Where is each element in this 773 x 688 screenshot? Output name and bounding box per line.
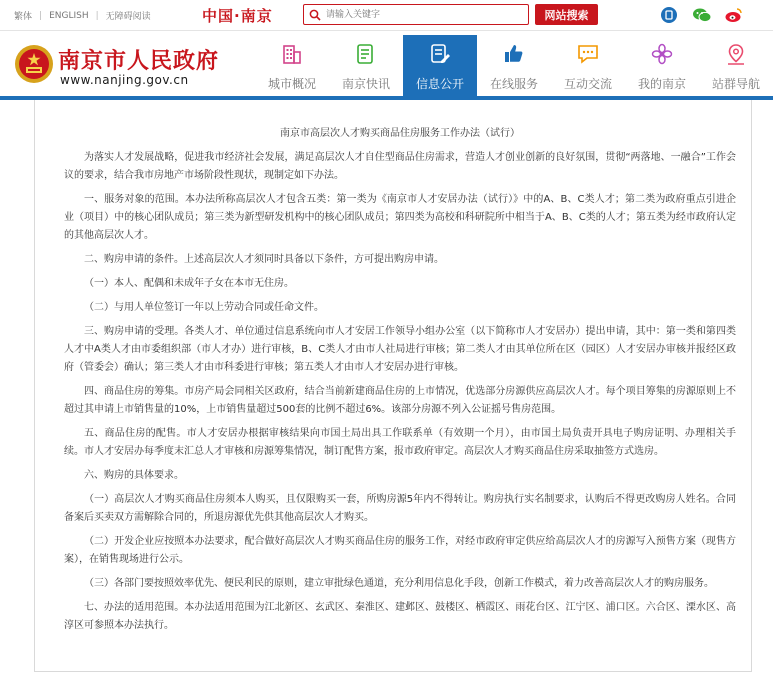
document-icon [428,42,452,66]
nav-label: 在线服务 [489,77,538,91]
building-icon [280,42,304,66]
nav-label: 互动交流 [563,77,612,91]
wechat-icon[interactable] [692,6,710,24]
article-paragraph: 五、商品住房的配售。市人才安居办根据审核结果向市国土局出具工作联系单（有效期一个月），由市国土局负责开具电子购房证明、办理相关手续。市人才安居办每季度末汇总人才审核和房源筹集情况，制订配售方案，报市政府审定。高层次人才购买商品住房采取抽签方式选房。 [64,428,736,457]
top-bar [0,0,773,31]
nav-nanjing-news[interactable] [329,35,403,97]
divider: | [95,10,99,21]
article-paragraph: 七、办法的适用范围。本办法适用范围为江北新区、玄武区、秦淮区、建邺区、鼓楼区、栖霞区、雨花台区、江宁区、浦口区。六合区、溧水区、高淳区可参照本办法执行。 [64,602,736,631]
nav-online-service[interactable] [477,35,551,97]
weibo-icon[interactable] [724,6,742,24]
article-paragraph: （一）本人、配偶和未成年子女在本市无住房。 [84,278,294,289]
thumbs-up-icon [502,42,526,66]
main-nav [255,35,773,97]
article-paragraph: 二、购房申请的条件。上述高层次人才须同时具备以下条件，方可提出购房申请。 [84,254,444,265]
search-icon [304,5,326,24]
nav-info-disclosure[interactable] [403,35,477,97]
nav-label: 我的南京 [637,77,686,91]
article-paragraph: （二）开发企业应按照本办法要求，配合做好高层次人才购买商品住房的服务工作，对经市政府审定供应给高层次人才的房源写入预售方案（现售方案），在销售现场进行公示。 [64,536,736,565]
article [34,125,752,641]
accessibility-link[interactable]: 无障碍阅读 [105,12,151,22]
nav-interaction[interactable] [551,35,625,97]
article-paragraph: 为落实人才发展战略，促进我市经济社会发展，满足高层次人才自住型商品住房需求，营造人才创业创新的良好氛围，贯彻“两落地、一融合”工作会议的要求，结合我市房地产市场阶段性现状，现制定如下办法。 [64,152,736,181]
national-emblem-icon [14,44,54,84]
nav-my-nanjing[interactable] [625,35,699,97]
search-box [303,4,529,25]
flower-icon [650,42,674,66]
nav-site-navigation[interactable] [699,35,773,97]
article-paragraph: 一、服务对象的范围。本办法所称高层次人才包含五类：第一类为《南京市人才安居办法（试行）》中的A、B、C类人才；第二类为政府重点引进企业（项目）中的核心团队成员；第三类为新型研发机构中的核心团队成员；第四类为高校和科研院所中相当于A、B、C类的人才；第五类为经市政府认定的其他高层次人才。 [64,194,736,241]
site-url: www.nanjing.gov.cn [60,73,189,87]
article-paragraph: 三、购房申请的受理。各类人才、单位通过信息系统向市人才安居工作领导小组办公室（以下简称市人才安居办）提出申请，其中：第一类和第四类人才中A类人才由市委组织部（市人才办）进行审核，B、C类人才由市人社局进行审核；第二类人才由其单位所在区（园区）人才安居办审核并报经区政府（管委会）确认；第三类人才由市科委进行审核；第五类人才由市人才安居办进行审核。 [64,326,736,373]
search-input[interactable] [326,6,522,23]
nav-label: 站群导航 [711,77,760,91]
nav-label: 南京快讯 [341,77,390,91]
traditional-chinese-link[interactable]: 繁体 [14,12,33,22]
site-search-button[interactable]: 网站搜索 [535,4,598,25]
article-paragraph: 四、商品住房的筹集。市房产局会同相关区政府，结合当前新建商品住房的上市情况，优选部分房源供应高层次人才。每个项目筹集的房源原则上不超过其申请上市销售量的10%，上市销售量超过500套的比例不超过6%。该部分房源不列入公证摇号售房范围。 [64,386,736,415]
news-icon [354,42,378,66]
china-nanjing-brand: 中国·南京 [202,7,273,25]
top-links [14,9,151,22]
divider: | [39,10,43,21]
nav-label: 城市概况 [267,77,316,91]
site-title: 南京市人民政府 [58,49,220,74]
chat-icon [576,42,600,66]
article-paragraph: 六、购房的具体要求。 [84,470,184,481]
location-icon [724,42,748,66]
article-paragraph: （二）与用人单位签订一年以上劳动合同或任命文件。 [84,302,324,313]
article-paragraph: （一）高层次人才购买商品住房须本人购买，且仅限购买一套，所购房源5年内不得转让。购房执行实名制要求，认购后不得更改购房人姓名。合同备案后买卖双方需解除合同的，所退房源优先供其他高层次人才购买。 [64,494,736,523]
app-icon[interactable] [660,6,678,24]
article-title: 南京市高层次人才购买商品住房服务工作办法（试行） [280,128,520,139]
nav-label: 信息公开 [415,77,464,91]
nav-city-overview[interactable] [255,35,329,97]
english-link[interactable]: ENGLISH [49,10,89,21]
article-paragraph: （三）各部门要按照效率优先、便民利民的原则，建立审批绿色通道，充分利用信息化手段，创新工作模式，着力改善高层次人才的购房服务。 [84,578,714,589]
